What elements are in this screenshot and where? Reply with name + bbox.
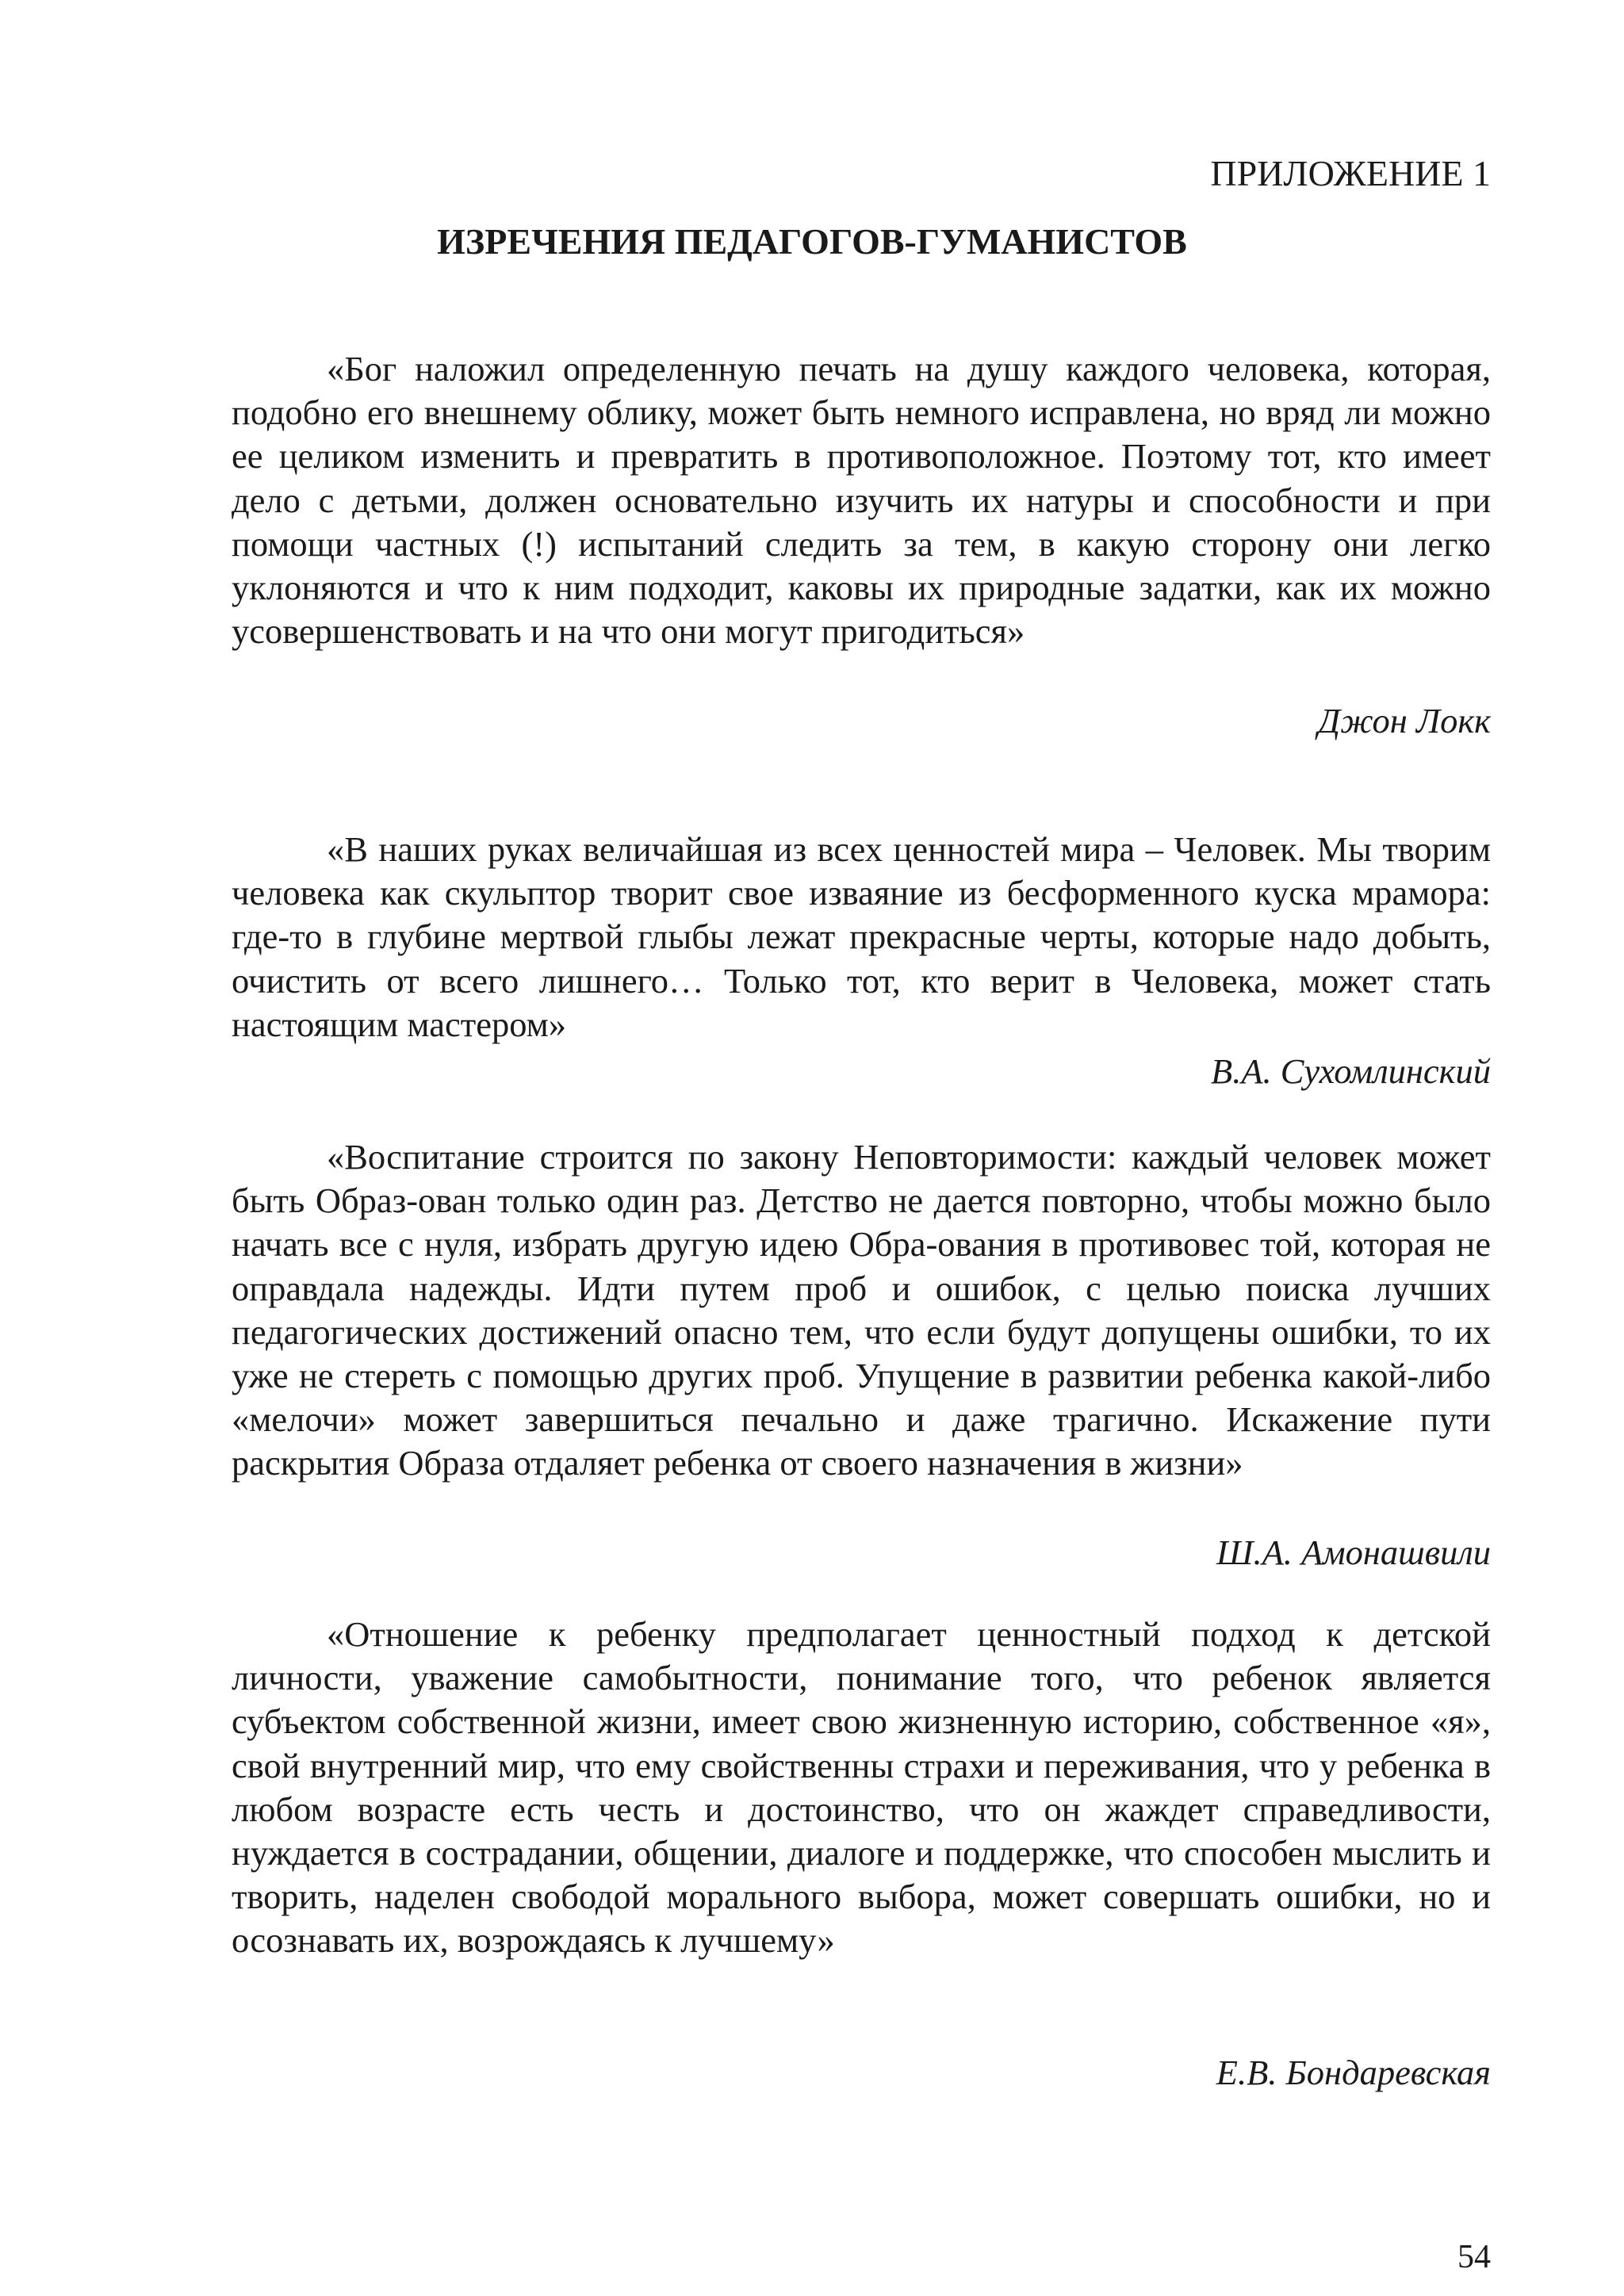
appendix-label: ПРИЛОЖЕНИЕ 1 [1210, 153, 1491, 193]
page-title: ИЗРЕЧЕНИЯ ПЕДАГОГОВ-ГУМАНИСТОВ [437, 221, 1187, 262]
quote-text: «Бог наложил определенную печать на душу каждого человека, которая, подобно его внешнему облику, может быть немного исправлена, но вряд ли можно ее целиком изменить и превратить в противоположное. Поэтому тот, кто имеет дело с детьми, должен основательно изучить их натуры и способности и при помощи частных (!) испытаний следить за тем, в какую сторону они легко уклоняются и что к ним подходит, каковы их природные задатки, как их можно усовершенствовать и на что они могут пригодиться» [232, 349, 1491, 652]
quote-author: Джон Локк [1317, 701, 1491, 740]
page-number: 54 [1457, 2239, 1491, 2275]
quote-author: В.А. Сухомлинский [1211, 1051, 1491, 1091]
quote-author: Е.В. Бондаревская [1216, 2053, 1491, 2092]
quote-author: Ш.А. Амонашвили [1216, 1533, 1491, 1572]
quote-text: «В наших руках величайшая из всех ценностей мира – Человек. Мы творим человека как скульптор творит свое изваяние из бесформенного куска мрамора: где-то в глубине мертвой глыбы лежат прекрасные черты, которые надо добыть, очистить от всего лишнего… Только тот, кто верит в Человека, может стать настоящим мастером» [232, 829, 1491, 1044]
quote-text: «Воспитание строится по закону Неповторимости: каждый человек может быть Образ-ован только один раз. Детство не дается повторно, чтобы можно было начать все с нуля, избрать другую идею Обра-ования в противовес той, которая не оправдала надежды. Идти путем проб и ошибок, с целью поиска лучших педагогических достижений опасно тем, что если будут допущены ошибки, то их уже не стереть с помощью других проб. Упущение в развитии ребенка какой-либо «мелочи» может завершиться печально и даже трагично. Искажение пути раскрытия Образа отдаляет ребенка от своего назначения в жизни» [232, 1137, 1491, 1483]
quote-text: «Отношение к ребенку предполагает ценностный подход к детской личности, уважение самобытности, понимание того, что ребенок является субъектом собственной жизни, имеет свою жизненную историю, собственное «я», свой внутренний мир, что ему свойственны страхи и переживания, что у ребенка в любом возрасте есть честь и достоинство, что он жаждет справедливости, нуждается в сострадании, общении, диалоге и поддержке, что способен мыслить и творить, наделен свободой морального выбора, может совершать ошибки, но и осознавать их, возрождаясь к лучшему» [232, 1614, 1491, 1961]
